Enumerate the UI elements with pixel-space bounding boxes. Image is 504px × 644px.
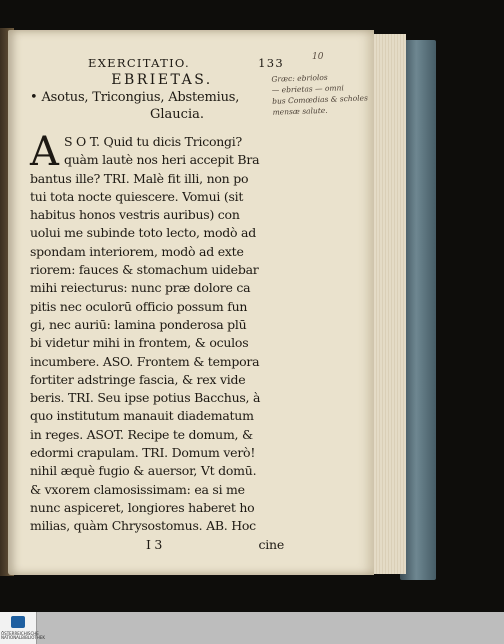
text-line: nihil æquè fugio & auersor, Vt domū. [30,463,257,479]
book-page [8,30,374,575]
library-logo-icon [11,616,25,628]
marginalia-line: Græc: ebriolos [271,72,328,84]
text-line: S O T. Quid tu dicis Tricongi? [64,134,242,149]
library-logo [0,612,45,644]
section-title: EBRIETAS. [111,72,213,88]
bullet-dot-icon: • [30,90,38,105]
text-line: nunc aspiceret, longiores haberet ho [30,499,255,515]
drop-cap: A [30,129,59,175]
marginalia-line: mensæ salute. [272,105,328,117]
folio-note: 10 [312,52,324,62]
text-line: fortiter adstringe fascia, & rex vide [30,371,246,387]
text-line: spondam interiorem, modò ad exte [30,243,244,259]
characters-tail: Glaucia. [150,107,204,122]
dramatis-personae [30,89,284,106]
text-line: edormi crapulam. TRI. Domum verò! [30,445,256,461]
text-line: bi videtur mihi in frontem, & oculos [30,335,249,351]
running-head [30,56,284,72]
text-line: & vxorem clamosissimam: ea si me [30,481,245,497]
text-line: incumbere. ASO. Frontem & tempora [30,353,260,369]
text-line: milias, quàm Chrysostomus. AB. Hoc [30,518,256,534]
marginalia-line: bus Comœdias & scholes [272,93,369,106]
text-line: tui tota nocte quiescere. Vomui (sit [30,188,244,204]
text-line: gi, nec auriū: lamina ponderosa plū [30,316,247,332]
page-number: 133 [258,56,284,70]
text-line: beris. TRI. Seu ipse potius Bacchus, à [30,390,261,406]
catchword: cine [258,536,284,552]
text-line: uolui me subinde toto lecto, modò ad [30,225,257,241]
text-line: quàm lautè nos heri accepit Bra [64,152,260,168]
text-line: quo institutum manauit diadematum [30,408,254,424]
text-line: mihi reiecturus: nunc præ dolore ca [30,280,251,296]
body-text [30,129,284,554]
library-logo-caption: ÖSTERREICHISCHE NATIONALBIBLIOTHEK [1,631,45,640]
text-line: pitis nec oculorū officio possum fun [30,298,248,314]
scan-footer-bar [0,612,504,644]
text-line: in reges. ASOT. Recipe te domum, & [30,426,253,442]
marginalia-line: — ebrietas — omni [271,83,344,95]
characters-text: Asotus, Tricongius, Abstemius, [41,90,240,105]
text-block [30,56,284,554]
handwritten-marginalia [271,70,372,117]
text-line: riorem: fauces & stomachum uidebar [30,262,259,278]
text-line: bantus ille? TRI. Malè fit illi, non po [30,170,249,186]
signature-line [30,536,284,554]
running-title: EXERCITATIO. [88,56,190,70]
text-line: habitus honos vestris auribus) con [30,207,240,223]
signature-mark: I 3 [146,536,163,552]
